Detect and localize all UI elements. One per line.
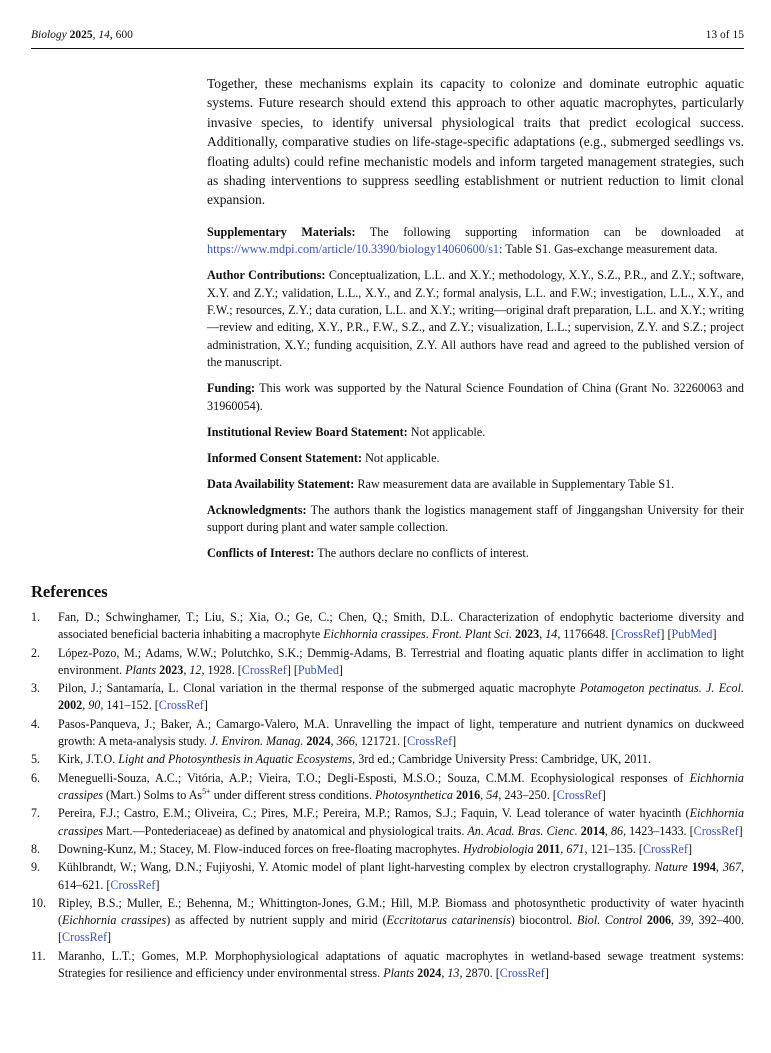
references-section bbox=[31, 582, 744, 983]
journal-name: Biology bbox=[31, 29, 67, 41]
supplementary-text-after: : Table S1. Gas-exchange measurement data. bbox=[499, 242, 718, 257]
reference-title-rest: (Mart.) Solms to As bbox=[106, 787, 203, 802]
reference-item: 11. Maranho, L.T.; Gomes, M.P. Morphophysiological adaptations of aquatic macrophytes in wetland-based sewage treatment systems: Strategies for resilience and efficiency under environmental stress. Plants 2024, 13, 2870. [CrossRef] bbox=[31, 948, 744, 980]
reference-link-crossref[interactable]: CrossRef bbox=[241, 662, 287, 677]
reference-authors: Maranho, L.T.; Gomes, M.P. Morphophysiological adaptations of aquatic macrophytes in wetland-based sewage treatment systems: Strategies for resilience and efficiency under environmental stress. bbox=[58, 948, 744, 980]
reference-title-end: ) biocontrol. bbox=[510, 913, 573, 928]
reference-year: 2006 bbox=[646, 913, 672, 928]
reference-volume: 14 bbox=[545, 627, 558, 642]
reference-authors: Kühlbrandt, W.; Wang, D.N.; Fujiyoshi, Y. Atomic model of plant light-harvesting complex by electron crystallography. bbox=[58, 860, 651, 875]
reference-authors: Fan, D.; Schwinghamer, T.; Liu, S.; Xia, O.; Ge, C.; Chen, Q.; Smith, D.L. Characterization of endophytic bacteriome diversity and associated beneficial bacteria inhabiting a macrophyte bbox=[58, 610, 744, 642]
irb-statement bbox=[207, 424, 744, 441]
reference-volume: 12 bbox=[189, 662, 202, 677]
reference-pages: 2870 bbox=[465, 965, 490, 980]
reference-volume: 86 bbox=[610, 823, 624, 838]
reference-item: 2. López-Pozo, M.; Adams, W.W.; Polutchko, S.K.; Demmig-Adams, B. Terrestrial and floating aquatic plants differ in acclimation to light environment. Plants 2023, 12, 1928. [CrossRef] [PubMed] bbox=[31, 645, 744, 677]
reference-pages: 243–250 bbox=[504, 787, 547, 802]
reference-year: 1994 bbox=[691, 860, 716, 875]
consent-statement bbox=[207, 450, 744, 467]
reference-item: 6. Meneguelli-Souza, A.C.; Vitória, A.P.; Vieira, T.O.; Degli-Esposti, M.S.O.; Souza, C.M.M. Ecophysiological responses of Eichhornia crassipes (Mart.) Solms to $As^{5+}$ under different stress conditions. Photosynthetica 2016, 54, 243–250. [CrossRef] bbox=[31, 770, 744, 802]
acknowledgments-text: The authors thank the logistics management staff of Jinggangshan University for their support during plant and water sample collection. bbox=[207, 502, 744, 535]
reference-item: 10. Ripley, B.S.; Muller, E.; Behenna, M.; Whittington-Jones, G.M.; Hill, M.P. Biomass and photosynthetic productivity of water hyacinth (Eichhornia crassipes) as affected by nutrient supply and mirid (Eccritotarus catarinensis) biocontrol. Biol. Control 2006, 39, 392–400. [CrossRef] bbox=[31, 895, 744, 945]
reference-number: 8. bbox=[31, 841, 41, 856]
irb-label: Institutional Review Board Statement: bbox=[207, 424, 408, 439]
reference-item bbox=[31, 751, 744, 768]
reference-item: 4. Pasos-Panqueva, J.; Baker, A.; Camargo-Valero, M.A. Unravelling the impact of light, temperature and nutrient dynamics on duckweed growth: A meta-analysis study. J. Environ. Manag. 2024, 366, 121721. [CrossRef] bbox=[31, 716, 744, 748]
reference-volume: 90 bbox=[88, 698, 101, 713]
reference-pages: 121721 bbox=[360, 733, 398, 748]
reference-link-crossref[interactable]: CrossRef bbox=[556, 787, 602, 802]
header-rule bbox=[31, 48, 744, 49]
reference-link-pubmed[interactable]: PubMed bbox=[297, 662, 339, 677]
data-availability bbox=[207, 476, 744, 493]
reference-authors: Downing-Kunz, M.; Stacey, M. Flow-induced forces on free-floating macrophytes. bbox=[58, 841, 460, 856]
reference-authors: Pilon, J.; Santamaría, L. Clonal variation in the thermal response of the submerged aquatic macrophyte bbox=[58, 681, 576, 696]
reference-volume: 54 bbox=[486, 787, 499, 802]
reference-link-pubmed[interactable]: PubMed bbox=[671, 627, 713, 642]
reference-pages: 1423–1433 bbox=[629, 823, 684, 838]
reference-list bbox=[31, 609, 744, 982]
reference-journal: J. Environ. Manag. bbox=[210, 733, 304, 748]
reference-book-title: Light and Photosynthesis in Aquatic Ecosystems bbox=[118, 752, 353, 767]
reference-pages: 121–135 bbox=[590, 841, 633, 856]
reference-species: Eichhornia crassipes bbox=[58, 770, 744, 802]
reference-journal: An. Acad. Bras. Cienc. bbox=[467, 823, 578, 838]
conflicts-of-interest bbox=[207, 545, 744, 562]
supplementary-label: Supplementary Materials: bbox=[207, 224, 356, 239]
reference-authors: López-Pozo, M.; Adams, W.W.; Polutchko, S.K.; Demmig-Adams, B. Terrestrial and floating aquatic plants differ in acclimation to light environment. bbox=[58, 645, 744, 677]
article-number: 600 bbox=[115, 29, 133, 41]
reference-link-crossref[interactable]: CrossRef bbox=[499, 965, 545, 980]
reference-item: 9. Kühlbrandt, W.; Wang, D.N.; Fujiyoshi, Y. Atomic model of plant light-harvesting complex by electron crystallography. Nature 1994, 367, 614–621. [CrossRef] bbox=[31, 860, 745, 892]
reference-pages: 392–400 bbox=[698, 913, 741, 928]
main-column bbox=[207, 74, 744, 571]
reference-link-crossref[interactable]: CrossRef bbox=[615, 627, 661, 642]
reference-number: 9. bbox=[31, 860, 41, 875]
acknowledgments-label: Acknowledgments: bbox=[207, 502, 307, 517]
reference-species: Eichhornia crassipes bbox=[58, 806, 744, 838]
reference-species: Eichhornia crassipes bbox=[62, 913, 167, 928]
reference-authors: Pasos-Panqueva, J.; Baker, A.; Camargo-Valero, M.A. Unravelling the impact of light, temperature and nutrient dynamics on duckweed growth: A meta-analysis study. bbox=[58, 716, 744, 748]
reference-journal: Photosynthetica bbox=[375, 787, 453, 802]
reference-item: 1. Fan, D.; Schwinghamer, T.; Liu, S.; Xia, O.; Ge, C.; Chen, Q.; Smith, D.L. Characterization of endophytic bacteriome diversity and associated beneficial bacteria inhabiting a macrophyte Eichhornia crassipes. Front. Plant Sci. 2023, 14, 1176648. [CrossRef] [PubMed] bbox=[31, 610, 744, 642]
reference-year: 2023 bbox=[159, 662, 184, 677]
reference-pages: 614–621 bbox=[58, 877, 101, 892]
irb-text: Not applicable. bbox=[410, 424, 486, 439]
reference-authors: Kirk, J.T.O. bbox=[58, 752, 116, 767]
reference-volume: 671 bbox=[566, 841, 585, 856]
reference-year: 2014 bbox=[580, 823, 605, 838]
reference-species: Eccritotarus catarinensis bbox=[386, 913, 511, 928]
reference-pages: 1176648 bbox=[563, 627, 606, 642]
reference-number: 10. bbox=[31, 895, 47, 910]
author-contributions bbox=[207, 267, 744, 371]
reference-journal: J. Ecol. bbox=[705, 681, 744, 696]
reference-journal: Front. Plant Sci. bbox=[431, 627, 512, 642]
reference-journal: Plants bbox=[383, 965, 415, 980]
data-availability-text: Raw measurement data are available in Supplementary Table S1. bbox=[357, 476, 675, 491]
consent-label: Informed Consent Statement: bbox=[207, 450, 363, 465]
page-number: 13 of 15 bbox=[705, 29, 744, 41]
reference-number: 11. bbox=[31, 948, 46, 963]
reference-authors: Ripley, B.S.; Muller, E.; Behenna, M.; Whittington-Jones, G.M.; Hill, M.P. Biomass and photosynthetic productivity of water hyacinth ( bbox=[58, 895, 744, 928]
reference-superscript: 5+ bbox=[202, 786, 211, 796]
reference-pages: 141–152 bbox=[106, 698, 149, 713]
reference-volume: 39 bbox=[678, 913, 691, 928]
reference-authors: Meneguelli-Souza, A.C.; Vitória, A.P.; Vieira, T.O.; Degli-Esposti, M.S.O.; Souza, C.M.M. Ecophysiological responses of bbox=[58, 770, 684, 785]
consent-text: Not applicable. bbox=[365, 450, 440, 465]
reference-journal: Nature bbox=[654, 860, 688, 875]
acknowledgments bbox=[207, 502, 744, 537]
reference-title-rest: Mart.—Pontederiaceae) as defined by anatomical and physiological traits. bbox=[106, 823, 465, 838]
reference-number: 4. bbox=[31, 716, 41, 731]
reference-number: 7. bbox=[31, 806, 41, 821]
reference-pages: 1928 bbox=[207, 662, 232, 677]
reference-volume: 367 bbox=[722, 860, 741, 875]
journal-citation: Biology 2025, 14, 600 bbox=[31, 29, 133, 41]
reference-item: 3. Pilon, J.; Santamaría, L. Clonal variation in the thermal response of the submerged aquatic macrophyte Potamogeton pectinatus. J. Ecol. 2002, 90, 141–152. [CrossRef] bbox=[31, 681, 744, 713]
reference-year: 2016 bbox=[455, 787, 481, 802]
reference-journal: Plants bbox=[125, 662, 157, 677]
reference-journal: Biol. Control bbox=[577, 913, 643, 928]
reference-authors: Pereira, F.J.; Castro, E.M.; Oliveira, C.; Pires, M.F.; Pereira, M.P.; Ramos, S.J.; Faquin, V. Lead tolerance of water hyacinth ( bbox=[58, 806, 690, 821]
reference-number: 1. bbox=[31, 610, 41, 624]
reference-link-crossref[interactable]: CrossRef bbox=[407, 733, 453, 748]
reference-link-crossref[interactable]: CrossRef bbox=[693, 823, 739, 838]
reference-number: 5. bbox=[31, 752, 41, 767]
reference-title-end: under different stress conditions. bbox=[213, 787, 372, 802]
funding-label: Funding: bbox=[207, 381, 256, 396]
references-heading: References bbox=[31, 582, 108, 601]
funding-text: This work was supported by the Natural Science Foundation of China (Grant No. 32260063 and 31960054). bbox=[207, 381, 744, 413]
reference-year: 2024 bbox=[417, 965, 442, 980]
reference-item: 7. Pereira, F.J.; Castro, E.M.; Oliveira, C.; Pires, M.F.; Pereira, M.P.; Ramos, S.J.; Faquin, V. Lead tolerance of water hyacinth (Eichhornia crassipes Mart.—Pontederiaceae) as defined by anatomical and physiological traits. An. Acad. Bras. Cienc. 2014, 86, 1423–1433. [CrossRef] bbox=[31, 806, 744, 838]
author-contributions-text: Conceptualization, L.L. and X.Y.; methodology, X.Y., S.Z., P.R., and Z.Y.; software, X.Y. and Z.Y.; validation, L.L., X.Y., and Z.Y.; formal analysis, L.L. and F.W.; investigation, L.L., X.Y., and F.W.; resources, Z.Y.; data curation, L.L. and X.Y.; writing—original draft preparation, L.L. and X.Y.; writing—review and editing, X.Y., P.R., F.W., S.Z., and Z.Y.; visualization, L.L.; supervision, Z.Y. and S.Z.; project administration, X.Y.; funding acquisition, Z.Y. All authors have read and agreed to the published version of the manuscript. bbox=[207, 268, 745, 370]
reference-year: 2002 bbox=[58, 698, 83, 713]
reference-journal: Hydrobiologia bbox=[462, 841, 534, 856]
supplementary-text: The following supporting information can be downloaded at bbox=[369, 224, 745, 239]
running-header bbox=[31, 27, 744, 47]
reference-year: 2011 bbox=[536, 841, 561, 856]
reference-volume: 366 bbox=[336, 733, 355, 748]
reference-species: Potamogeton pectinatus bbox=[579, 681, 699, 696]
supplementary-link[interactable]: https://www.mdpi.com/article/10.3390/biology14060600/s1 bbox=[207, 242, 500, 257]
reference-volume: 13 bbox=[447, 965, 460, 980]
reference-number: 6. bbox=[31, 770, 41, 785]
reference-year: 2023 bbox=[515, 627, 540, 642]
reference-title-rest: ) as affected by nutrient supply and mirid ( bbox=[166, 913, 387, 928]
funding bbox=[207, 380, 744, 415]
reference-number: 3. bbox=[31, 681, 41, 696]
reference-publisher: , 3rd ed.; Cambridge University Press: Cambridge, UK, 2011. bbox=[352, 752, 652, 767]
reference-year: 2024 bbox=[306, 733, 331, 748]
reference-item: 8. Downing-Kunz, M.; Stacey, M. Flow-induced forces on free-floating macrophytes. Hydrobiologia 2011, 671, 121–135. [CrossRef] bbox=[31, 841, 744, 858]
intro-paragraph: Together, these mechanisms explain its capacity to colonize and dominate eutrophic aquatic systems. Future research should extend this approach to other aquatic macrophytes, particularly invasive species, to identify universal physiological traits that predict ecological success. Additionally, comparative studies on life-stage-specific adaptations (e.g., submerged seedlings vs. floating adults) could refine mechanistic models and inform targeted management strategies, such as shading interventions to suppress seedling establishment or nutrient reduction to limit clonal expansion. bbox=[207, 76, 744, 208]
reference-link-crossref[interactable]: CrossRef bbox=[62, 930, 108, 945]
author-contributions-label: Author Contributions: bbox=[207, 268, 326, 283]
reference-link-crossref[interactable]: CrossRef bbox=[158, 698, 204, 713]
reference-link-crossref[interactable]: CrossRef bbox=[642, 841, 688, 856]
journal-year: 2025 bbox=[69, 29, 93, 41]
reference-species: Eichhornia crassipes bbox=[323, 627, 426, 642]
conflicts-label: Conflicts of Interest: bbox=[207, 546, 315, 561]
reference-link-crossref[interactable]: CrossRef bbox=[110, 877, 156, 892]
reference-number: 2. bbox=[31, 645, 41, 660]
conflicts-text: The authors declare no conflicts of interest. bbox=[317, 546, 529, 561]
supplementary-materials bbox=[207, 224, 744, 259]
data-availability-label: Data Availability Statement: bbox=[207, 476, 355, 491]
journal-volume: 14 bbox=[98, 29, 110, 41]
